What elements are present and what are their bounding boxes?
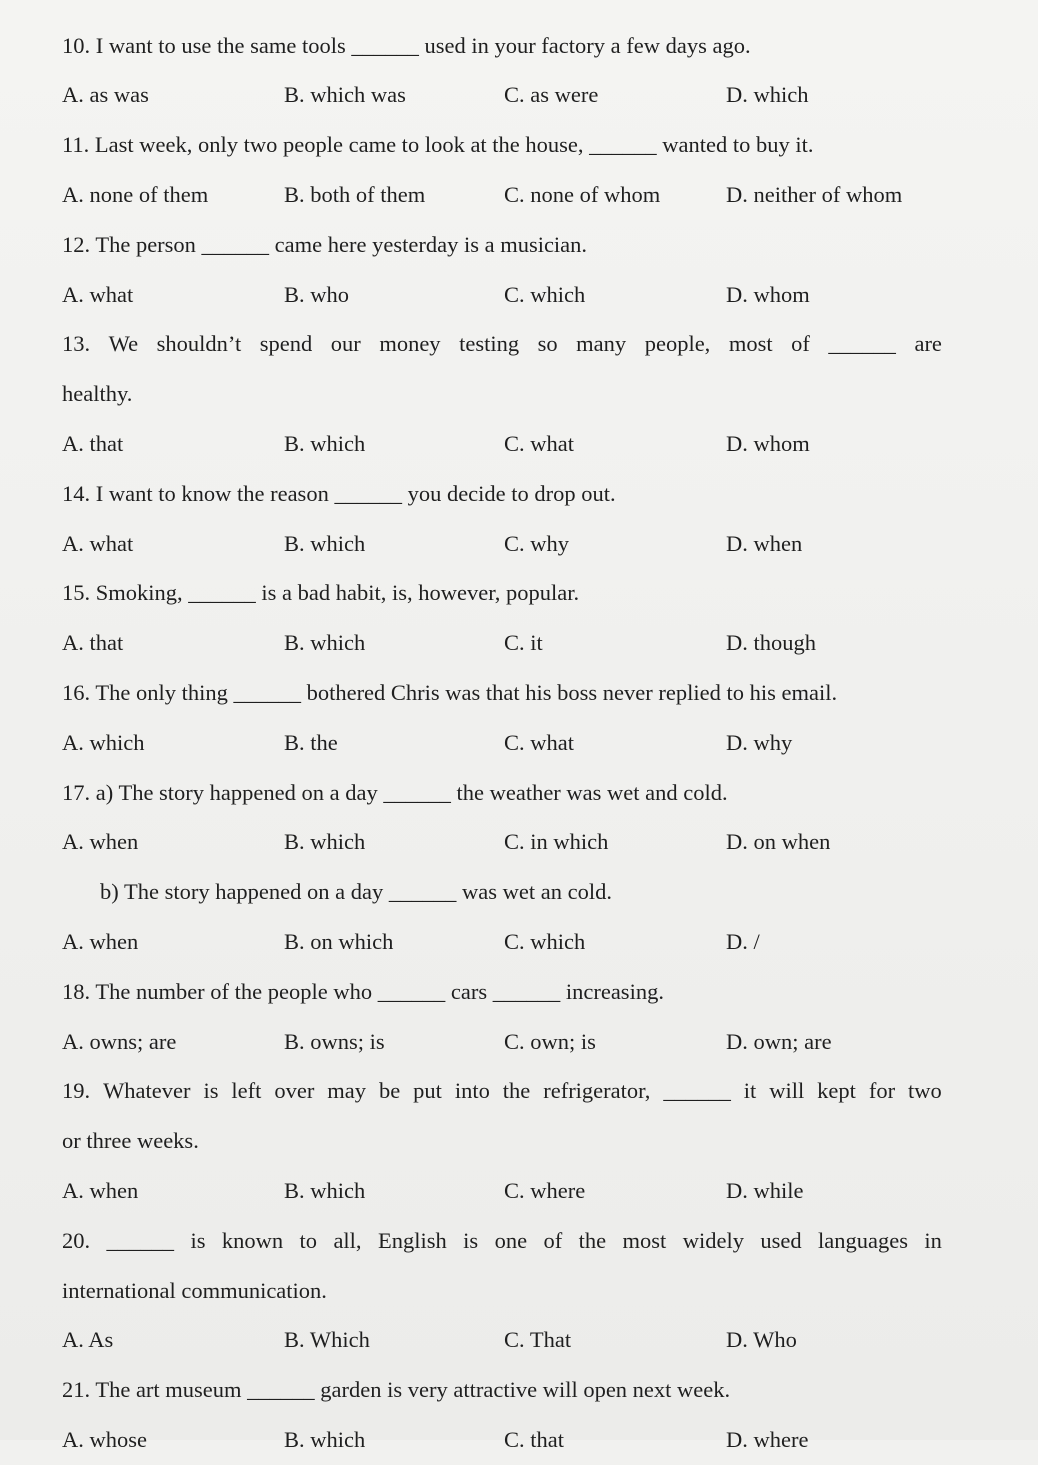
option-c[interactable]: C. which [504, 281, 586, 307]
question-16-options [62, 718, 942, 768]
option-a[interactable]: A. what [62, 281, 134, 307]
stem-word: We [108, 331, 139, 357]
stem-word: over [274, 1078, 315, 1104]
stem-word: will [769, 1078, 805, 1104]
option-c[interactable]: C. what [504, 431, 574, 457]
option-c[interactable]: C. That [504, 1327, 572, 1353]
stem-word: left [231, 1078, 262, 1104]
stem-word: for [868, 1078, 896, 1104]
option-d[interactable]: D. why [726, 729, 793, 755]
question-20-stem-line-2: international communication. [62, 1277, 327, 1303]
option-a[interactable]: A. owns; are [62, 1028, 177, 1054]
stem-word: people, [644, 331, 711, 357]
option-c[interactable]: C. that [504, 1426, 564, 1452]
stem-word: put [413, 1078, 442, 1104]
stem-word: two [908, 1078, 942, 1104]
option-d[interactable]: D. whom [726, 431, 810, 457]
option-a[interactable]: A. whose [62, 1426, 147, 1452]
option-a[interactable]: A. which [62, 729, 145, 755]
option-a[interactable]: A. that [62, 431, 124, 457]
stem-word: of [791, 331, 810, 357]
question-15-options [62, 619, 942, 669]
question-15-stem: 15. Smoking, ______ is a bad habit, is, however, popular. [62, 580, 580, 606]
question-12-stem: 12. The person ______ came here yesterday is a musician. [62, 231, 588, 257]
option-c[interactable]: C. what [504, 729, 574, 755]
stem-word: many [576, 331, 627, 357]
question-11-stem: 11. Last week, only two people came to look at the house, ______ wanted to buy it. [62, 132, 814, 158]
stem-word: refrigerator, [543, 1078, 651, 1104]
option-a[interactable]: A. As [62, 1327, 114, 1353]
question-14-options [62, 519, 942, 569]
stem-word: to [299, 1227, 318, 1253]
question-16-stem: 16. The only thing ______ bothered Chris was that his boss never replied to his email. [62, 680, 838, 705]
question-17b-options [62, 917, 942, 967]
stem-word: English [377, 1227, 447, 1253]
option-c[interactable]: C. why [504, 530, 570, 556]
question-17b-stem: b) The story happened on a day ______ was wet an cold. [100, 879, 612, 905]
option-b[interactable]: B. which [284, 630, 366, 656]
option-c[interactable]: C. where [504, 1177, 586, 1203]
stem-word: 13. [62, 331, 91, 357]
stem-word: be [378, 1078, 401, 1104]
question-19-stem-line-1 [62, 1067, 942, 1117]
question-19-stem-line-2: or three weeks. [62, 1128, 199, 1154]
stem-word: used [760, 1227, 802, 1253]
option-b[interactable]: B. Which [284, 1327, 370, 1353]
stem-word: all, [333, 1227, 362, 1253]
question-11-options [62, 170, 942, 220]
stem-word: are [914, 331, 942, 357]
stem-word: 19. [62, 1078, 91, 1104]
option-c[interactable]: C. it [504, 630, 543, 656]
option-a[interactable]: A. as was [62, 82, 149, 108]
option-b[interactable]: B. both of them [284, 182, 426, 208]
option-b[interactable]: B. who [284, 281, 350, 307]
question-10-stem: 10. I want to use the same tools ______ used in your factory a few days ago. [62, 32, 751, 58]
option-a[interactable]: A. what [62, 530, 134, 556]
option-c[interactable]: C. in which [504, 829, 609, 855]
question-13-options [62, 419, 942, 469]
option-b[interactable]: B. owns; is [284, 1028, 385, 1054]
question-19-options [62, 1166, 942, 1216]
option-b[interactable]: B. which [284, 829, 366, 855]
option-d[interactable]: D. own; are [726, 1028, 832, 1054]
option-b[interactable]: B. the [284, 729, 338, 755]
stem-word: most [728, 331, 773, 357]
option-c[interactable]: C. none of whom [504, 182, 661, 208]
question-10-options [62, 71, 942, 121]
option-d[interactable]: D. while [726, 1177, 804, 1203]
stem-word: so [537, 331, 558, 357]
option-b[interactable]: B. which was [284, 82, 406, 108]
stem-word: most [622, 1227, 667, 1253]
stem-word: our [330, 331, 361, 357]
stem-word: the [502, 1078, 531, 1104]
option-a[interactable]: A. that [62, 630, 124, 656]
option-d[interactable]: D. though [726, 630, 816, 656]
option-a[interactable]: A. when [62, 928, 139, 954]
stem-word: it [743, 1078, 757, 1104]
question-13-stem-line-1 [62, 320, 942, 370]
stem-word: may [327, 1078, 366, 1104]
option-b[interactable]: B. which [284, 1177, 366, 1203]
stem-word: 20. [62, 1227, 91, 1253]
stem-word: is [203, 1078, 219, 1104]
question-14-stem: 14. I want to know the reason ______ you decide to drop out. [62, 480, 616, 506]
question-18-stem: 18. The number of the people who ______ cars ______ increasing. [62, 978, 664, 1004]
question-18-options [62, 1017, 942, 1067]
stem-word: widely [682, 1227, 744, 1253]
stem-word: the [578, 1227, 607, 1253]
stem-word: of [543, 1227, 563, 1253]
stem-word: Whatever [103, 1078, 191, 1104]
stem-word: one [494, 1227, 528, 1253]
stem-word: is [463, 1227, 479, 1253]
stem-word: into [454, 1078, 490, 1104]
stem-word: ______ [106, 1227, 175, 1253]
question-17a-stem: 17. a) The story happened on a day ______ the weather was wet and cold. [62, 779, 728, 805]
option-d[interactable]: D. / [726, 928, 760, 954]
stem-word: testing [459, 331, 520, 357]
stem-word: known [221, 1227, 284, 1253]
stem-word: is [190, 1227, 206, 1253]
option-c[interactable]: C. as were [504, 82, 599, 108]
option-d[interactable]: D. whom [726, 281, 810, 307]
option-d[interactable]: D. which [726, 82, 809, 108]
option-d[interactable]: D. neither of whom [726, 182, 903, 208]
stem-word: kept [817, 1078, 856, 1104]
question-20-stem-line-1 [62, 1216, 942, 1266]
option-a[interactable]: A. when [62, 1177, 139, 1203]
option-c[interactable]: C. which [504, 928, 586, 954]
question-12-options [62, 270, 942, 320]
stem-word: ______ [663, 1078, 731, 1104]
option-a[interactable]: A. none of them [62, 182, 209, 208]
option-a[interactable]: A. when [62, 829, 139, 855]
question-13-stem-line-2: healthy. [62, 381, 133, 407]
option-b[interactable]: B. which [284, 1426, 366, 1452]
stem-word: in [924, 1227, 942, 1253]
option-b[interactable]: B. on which [284, 928, 394, 954]
stem-word: ______ [828, 331, 896, 357]
stem-word: languages [818, 1227, 908, 1253]
stem-word: money [379, 331, 441, 357]
stem-word: shouldn’t [156, 331, 242, 357]
option-d[interactable]: D. Who [726, 1327, 797, 1353]
question-20-options [62, 1316, 942, 1366]
option-c[interactable]: C. own; is [504, 1028, 596, 1054]
question-17a-options [62, 818, 942, 868]
stem-word: spend [259, 331, 313, 357]
option-b[interactable]: B. which [284, 530, 366, 556]
option-b[interactable]: B. which [284, 431, 366, 457]
option-d[interactable]: D. when [726, 530, 803, 556]
question-list [62, 21, 942, 1465]
option-d[interactable]: D. where [726, 1426, 809, 1452]
option-d[interactable]: D. on when [726, 829, 831, 855]
question-21-stem: 21. The art museum ______ garden is very attractive will open next week. [62, 1377, 731, 1403]
question-21-options [62, 1415, 942, 1465]
